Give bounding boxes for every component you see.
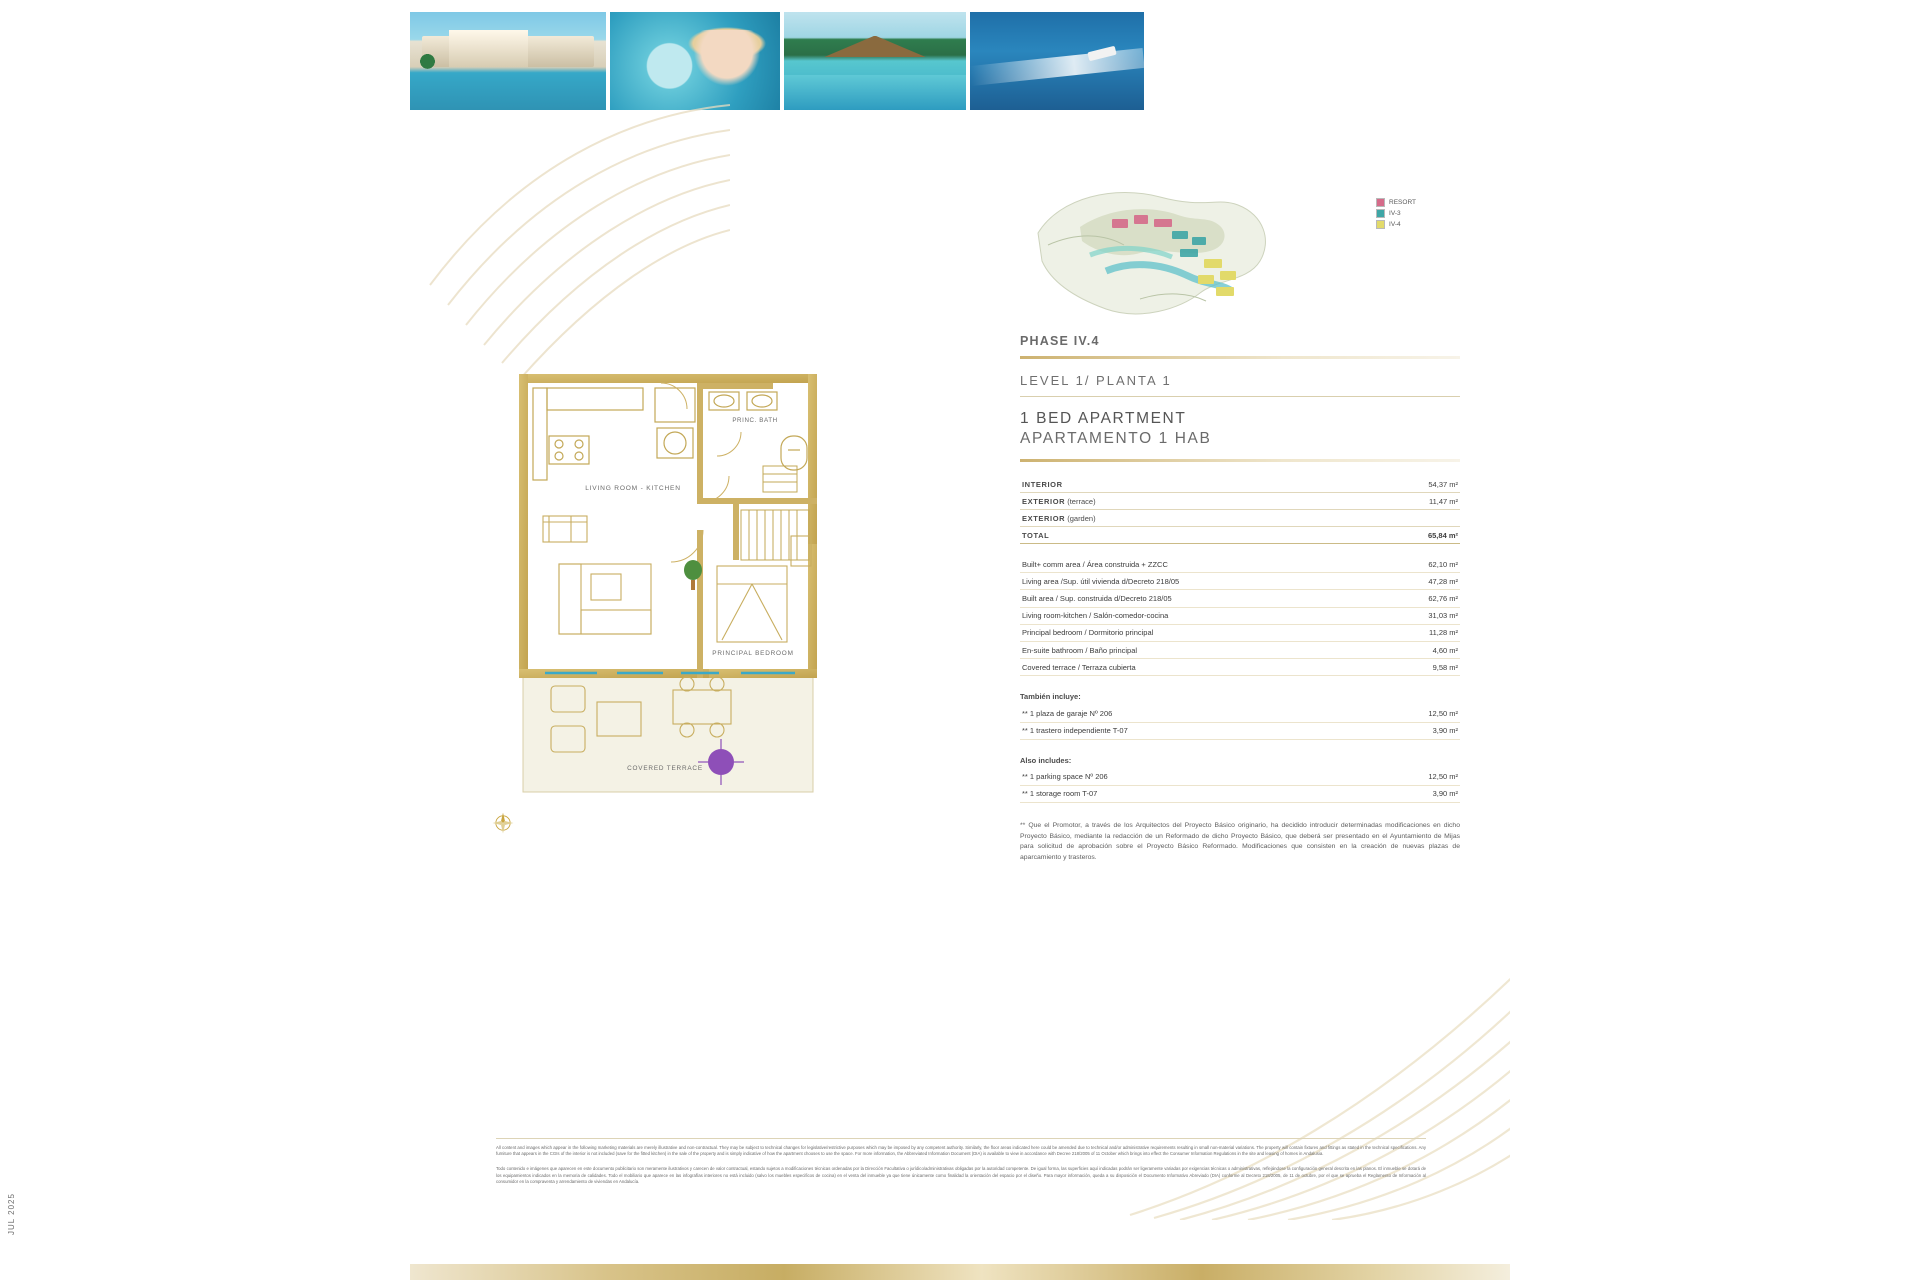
table-row [1020,722,1460,739]
table-row [1020,510,1460,527]
room-label-living-room-kitchen: LIVING ROOM - KITCHEN [585,485,681,492]
left-margin [0,0,410,1280]
table-row [1020,493,1460,510]
includes-es-heading: También incluye: [1020,692,1081,702]
table-row [1020,624,1460,641]
includes-es-table [1020,705,1460,739]
detail-label: Built+ comm area / Área construida + ZZCC [1020,556,1366,573]
divider-thin [1020,396,1460,397]
phase-label: PHASE IV.4 [1020,334,1100,348]
legal-disclaimer [496,1145,1426,1185]
include-label: ** 1 trastero independiente T-07 [1020,722,1366,739]
spec-panel [1020,175,1460,863]
palm-leaf-decoration-icon [410,95,730,395]
area-value [1366,510,1460,527]
table-row [1020,476,1460,493]
document-date: JUL 2025 [7,1193,16,1235]
table-row-total [1020,527,1460,544]
legend-item [1376,197,1416,208]
includes-en-heading: Also includes: [1020,755,1072,765]
area-value: 54,37 m² [1366,476,1460,493]
table-row [1020,785,1460,802]
table-row [1020,573,1460,590]
legal-es: Todo contenido e imágenes que aparecen en este documento publicitario son meramente ilustrativos y carecen de valor contractual, estando sujetos a modificaciones técnicas ordenadas por la Dirección Facultativa o jurídico/administrativas obligadas por la autoridad competente. De igual forma, las superficies aquí indicadas podrán ser ligeramente variadas por exigencias técnicas o administrativas, reflejándose la configuración general descrita en las planos. El inmueble se dotará de los equipamientos indicados en la memoria de calidades. Todo el mobiliario que aparece en las infografías interiores no está incluido (salvo los muebles especificos de cocina) en el venta del inmueble ya que tiene únicamente como finalidad la orientación del espacio por el diseño. Para mayor información, queda a su disposición el Documento Informativo Abreviado (DIA) conforme al Decreto 218/2005, de 11 de octubre, por el que se aprueba el Reglamento de Información al consumidor en la compraventa y arrendamiento de viviendas en Andalucía. [496,1166,1426,1184]
detail-value: 11,28 m² [1366,624,1460,641]
compass-rose-icon [490,810,516,836]
include-value: 12,50 m² [1366,705,1460,722]
detail-label: Living area /Sup. útil vivienda d/Decreto 218/05 [1020,573,1366,590]
room-label-covered-terrace: COVERED TERRACE [627,765,703,772]
include-value: 3,90 m² [1366,785,1460,802]
floor-plan [505,370,925,810]
table-row [1020,590,1460,607]
area-label: EXTERIOR [1022,496,1066,506]
unit-title-en: 1 BED APARTMENT [1020,410,1187,427]
areas-summary-table [1020,476,1460,544]
brochure-page [410,0,1510,1280]
table-row [1020,659,1460,676]
include-label: ** 1 parking space Nº 206 [1020,769,1366,786]
legend-swatch-iv4 [1376,220,1385,229]
table-row [1020,705,1460,722]
site-map-illustration [1020,175,1320,335]
include-label: ** 1 plaza de garaje Nº 206 [1020,705,1366,722]
area-sub: (terrace) [1065,496,1096,506]
site-map [1020,175,1460,350]
legend-label: IV-3 [1389,210,1401,217]
footnote-es: ** Que el Promotor, a través de los Arquitectos del Proyecto Básico originario, ha decidido introducir determinadas modificaciones en dicho Proyecto Básico, mediante la redacción de un Reformado de dicho Proyecto Básico, que deberá ser presentado en el Ayuntamiento de Mijas para solicitud de aprobación sobre el Proyecto Básico Reformado. Modificaciones que consisten en la creación de nuevas plazas de aparcamiento y trasteros. [1020,822,1460,861]
detail-label: En-suite bathroom / Baño principal [1020,641,1366,658]
legend-item [1376,219,1416,230]
include-label: ** 1 storage room T-07 [1020,785,1366,802]
divider-gold [1020,356,1460,359]
include-value: 12,50 m² [1366,769,1460,786]
room-label-principal-bedroom: PRINCIPAL BEDROOM [712,650,794,657]
detail-label: Built area / Sup. construida d/Decreto 218/05 [1020,590,1366,607]
detail-label: Covered terrace / Terraza cubierta [1020,659,1366,676]
unit-title [1020,409,1460,449]
detail-label: Living room-kitchen / Salón-comedor-cocina [1020,607,1366,624]
right-margin [1510,0,1920,1280]
legal-en: All content and images which appear in the following marketing materials are merely illustrative and non-contractual. They may be subject to technical changes for legislative/restrictive purposes which may be imposed by any competent authority. Similarly, the floor areas indicated here could be amended due to technical and/or administrative requirements resulting in small non-material variations. The property will contain fixtures and fittings as stated in the technical specifications. Any furniture that appears in the CGIs of the interior is not included (save for the fitted kitchen) in the sale of the property and is simply indicative of how the apartment chooses to use the space. For more information, the Abbreviated Information Document (DIA) is available to view in accordance with Decree 218/2005 of 11 October which brings into effect the Consumer Information Regulations in the site and leasing of homes in Andalusia. [496,1145,1426,1157]
detail-value: 47,28 m² [1366,573,1460,590]
table-row [1020,607,1460,624]
include-value: 3,90 m² [1366,722,1460,739]
legend-label: RESORT [1389,199,1416,206]
detail-label: Principal bedroom / Dormitorio principal [1020,624,1366,641]
detail-value: 62,10 m² [1366,556,1460,573]
legend-swatch-resort [1376,198,1385,207]
site-map-legend [1376,197,1416,230]
area-sub: (garden) [1065,513,1096,523]
detail-value: 9,58 m² [1366,659,1460,676]
room-label-princ-bath: PRINC. BATH [732,417,778,424]
level-label: LEVEL 1/ PLANTA 1 [1020,373,1172,388]
photo-speedboat-aerial-sea [970,12,1144,110]
areas-detail-table [1020,556,1460,676]
detail-value: 4,60 m² [1366,641,1460,658]
photo-beach-club-palms-pool [784,12,966,110]
area-value: 11,47 m² [1366,493,1460,510]
area-value: 65,84 m² [1366,527,1460,544]
legend-swatch-iv3 [1376,209,1385,218]
detail-value: 62,76 m² [1366,590,1460,607]
area-label: EXTERIOR [1022,513,1066,523]
table-row [1020,641,1460,658]
divider-gold-2 [1020,459,1460,462]
legend-label: IV-4 [1389,221,1401,228]
legal-divider [496,1138,1426,1139]
table-row [1020,769,1460,786]
detail-value: 31,03 m² [1366,607,1460,624]
area-label: TOTAL [1022,530,1050,540]
area-label: INTERIOR [1022,479,1063,489]
table-row [1020,556,1460,573]
includes-en-table [1020,769,1460,803]
unit-title-es: APARTAMENTO 1 HAB [1020,430,1212,447]
legend-item [1376,208,1416,219]
footer-gold-band [410,1264,1510,1280]
